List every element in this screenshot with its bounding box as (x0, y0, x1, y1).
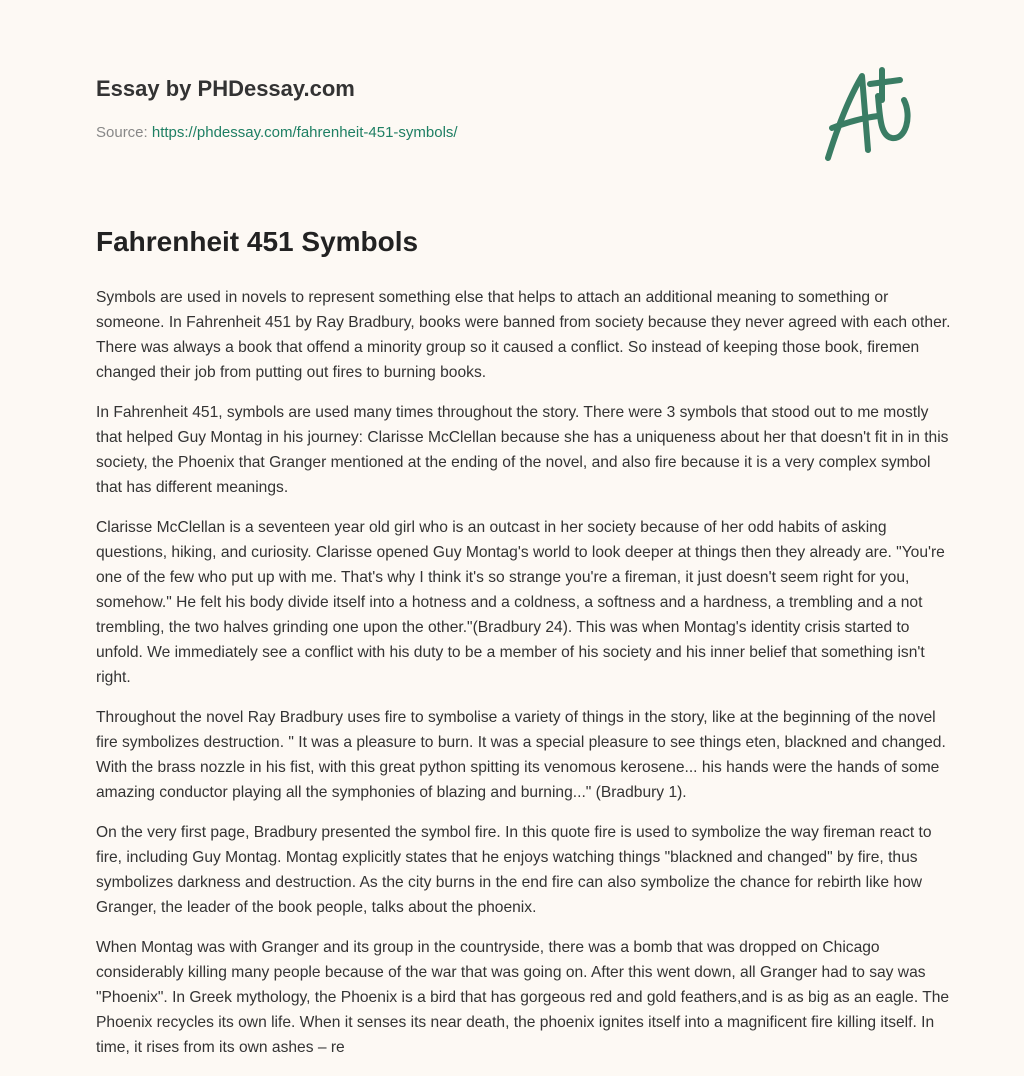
essay-paragraph: When Montag was with Granger and its group in the countryside, there was a bomb that was dropped on Chicago considerably killing many people because of the war that was going on. After this went down, all Granger had to say was "Phoenix". In Greek mythology, the Phoenix is a bird that has gorgeous red and gold feathers,and is as big as an eagle. The Phoenix recycles its own life. When it senses its near death, the phoenix ignites itself into a magnificent fire killing itself. In time, it rises from its own ashes – re (96, 939, 950, 1056)
essay-paragraph: In Fahrenheit 451, symbols are used many times throughout the story. There were 3 symbols that stood out to me mostly that helped Guy Montag in his journey: Clarisse McClellan because she has a uniqueness about her that doesn't fit in in this society, the Phoenix that Granger mentioned at the ending of the novel, and also fire because it is a very complex symbol that has different meanings. (96, 404, 949, 496)
brand-title: Essay by PHDessay.com (96, 76, 355, 101)
source-label: Source: (96, 124, 148, 141)
source-line (96, 124, 458, 141)
a-plus-logo-icon (820, 66, 930, 166)
source-link[interactable]: https://phdessay.com/fahrenheit-451-symbols/ (151, 124, 458, 141)
page-header (0, 0, 1024, 200)
essay-title: Fahrenheit 451 Symbols (96, 226, 419, 257)
essay-body (96, 285, 958, 1075)
essay-paragraph: On the very first page, Bradbury presented the symbol fire. In this quote fire is used to symbolize the way fireman react to fire, including Guy Montag. Montag explicitly states that he enjoys watching things "blackned and changed" by fire, thus symbolizes darkness and destruction. As the city burns in the end fire can also symbolize the chance for rebirth like how Granger, the leader of the book people, talks about the phoenix. (96, 824, 932, 916)
essay-paragraph: Clarisse McClellan is a seventeen year old girl who is an outcast in her society because of her odd habits of asking questions, hiking, and curiosity. Clarisse opened Guy Montag's world to look deeper at things then they already are. "You're one of the few who put up with me. That's why I think it's so strange you're a fireman, it just doesn't seem right for you, somehow." He felt his body divide itself into a hotness and a coldness, a softness and a hardness, a trembling and a not trembling, the two halves grinding one upon the other."(Bradbury 24). This was when Montag's identity crisis started to unfold. We immediately see a conflict with his duty to be a member of his society and his inner belief that something isn't right. (96, 519, 945, 686)
essay-paragraph: Symbols are used in novels to represent something else that helps to attach an additional meaning to something or someone. In Fahrenheit 451 by Ray Bradbury, books were banned from society because they never agreed with each other. There was always a book that offend a minority group so it caused a conflict. So instead of keeping those book, firemen changed their job from putting out fires to burning books. (96, 289, 951, 381)
essay-paragraph: Throughout the novel Ray Bradbury uses fire to symbolise a variety of things in the story, like at the beginning of the novel fire symbolizes destruction. " It was a pleasure to burn. It was a special pleasure to see things eten, blackned and changed. With the brass nozzle in his fist, with this great python spitting its venomous kerosene... his hands were the hands of some amazing conductor playing all the symphonies of blazing and burning..." (Bradbury 1). (96, 709, 946, 801)
